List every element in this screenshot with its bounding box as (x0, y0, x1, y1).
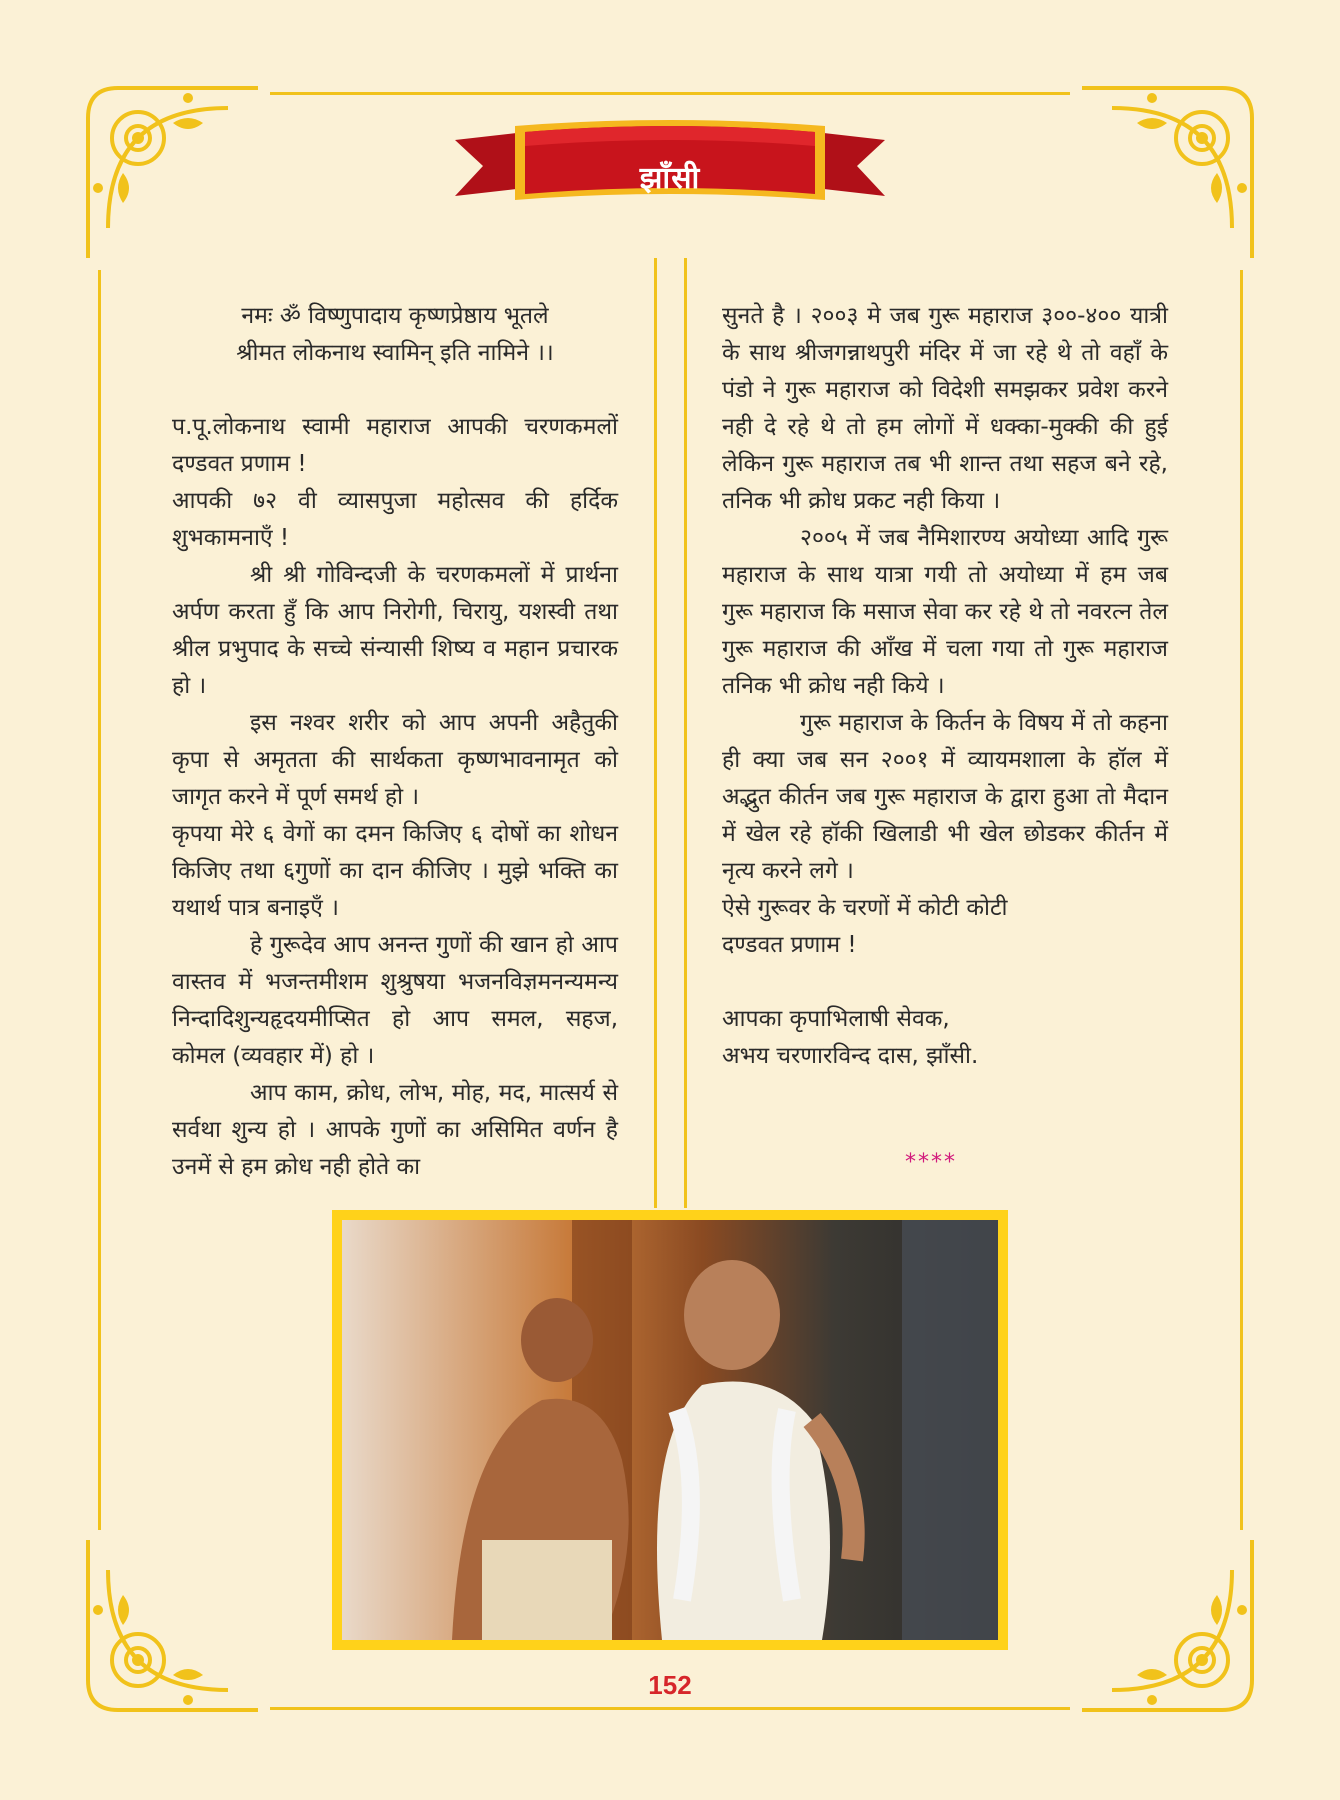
ornament-stars: **** (905, 1150, 957, 1175)
body-paragraph: इस नश्वर शरीर को आप अपनी अहैतुकी कृपा से अमृतता की सार्थकता कृष्णभावनामृत को जागृत करने में पूर्ण समर्थ हो । (172, 710, 618, 810)
devotional-photo (342, 1220, 998, 1640)
signature-line-2: अभय चरणारविन्द दास, झाँसी. (722, 1043, 979, 1069)
top-border-line (270, 92, 1070, 95)
greeting-paragraph: आपकी ७२ वी व्यासपुजा महोत्सव की हर्दिक शुभकामनाएँ ! (172, 488, 618, 551)
body-paragraph: गुरू महाराज के किर्तन के विषय में तो कहना ही क्या जब सन २००१ में व्यायमशाला के हॉल में अद्भुत कीर्तन जब गुरू महाराज के द्वारा हुआ तो मैदान में खेल रहे हॉकी खिलाडी भी खेल छोडकर कीर्तन में नृत्य करने लगे । (722, 710, 1168, 884)
title-banner (455, 118, 885, 228)
body-paragraph: २००५ में जब नैमिशारण्य अयोध्या आदि गुरू महाराज के साथ यात्रा गयी तो अयोध्या में हम जब गुरू महाराज कि मसाज सेवा कर रहे थे तो नवरत्न तेल गुरू महाराज की आँख में चला गया तो गुरू महाराज तनिक भी क्रोध नही किये । (722, 525, 1168, 699)
body-paragraph: श्री श्री गोविन्दजी के चरणकमलों में प्रार्थना अर्पण करता हुँ कि आप निरोगी, चिरायु, यशस्वी तथा श्रील प्रभुपाद के सच्चे संन्यासी शिष्य व महान प्रचारक हो । (172, 562, 618, 699)
invocation-line-2: श्रीमत लोकनाथ स्वामिन् इति नामिने ।। (236, 340, 554, 366)
signature-line-1: आपका कृपाभिलाषी सेवक, (722, 1006, 950, 1032)
invocation-line-1: नमः ॐ विष्णुपादाय कृष्णप्रेष्ठाय भूतले (241, 303, 549, 329)
body-paragraph: कृपया मेरे ६ वेगों का दमन किजिए ६ दोषों का शोधन किजिए तथा ६गुणों का दान कीजिए । मुझे भक्ति का यथार्थ पात्र बनाइएँ । (172, 821, 618, 921)
body-paragraph: सुनते है । २००३ मे जब गुरू महाराज ३००-४०० यात्री के साथ श्रीजगन्नाथपुरी मंदिर में जा रहे थे तो वहाँ के पंडो ने गुरू महाराज को विदेशी समझकर प्रवेश करने नही दे रहे थे तो हम लोगों में धक्का-मुक्की की हुई लेकिन गुरू महाराज तब भी शान्त तथा सहज बने रहे, तनिक भी क्रोध प्रकट नही किया । (722, 303, 1168, 514)
page-title: झाँसी (639, 161, 701, 196)
left-column (172, 298, 618, 1186)
corner-ornament-top-right (1072, 78, 1262, 268)
body-paragraph: आप काम, क्रोध, लोभ, मोह, मद, मात्सर्य से सर्वथा शुन्य हो । आपके गुणों का असिमित वर्णन है उनमें से हम क्रोध नही होते का (172, 1080, 618, 1180)
corner-ornament-top-left (78, 78, 268, 268)
photo-frame (332, 1210, 1008, 1650)
body-paragraph: हे गुरूदेव आप अनन्त गुणों की खान हो आप वास्तव में भजन्तमीशम शुश्रुषया भजनविज्ञमनन्यमन्य निन्दादिशुन्यहृदयमीप्सित हो आप समल, सहज, कोमल (व्यवहार में) हो । (172, 932, 618, 1069)
right-column (722, 298, 1168, 1075)
salutation-paragraph: प.पू.लोकनाथ स्वामी महाराज आपकी चरणकमलों दण्डवत प्रणाम ! (172, 414, 618, 477)
bottom-border-line (270, 1707, 1070, 1710)
left-border-line (98, 270, 101, 1530)
column-divider-left (654, 258, 657, 1208)
closing-line: दण्डवत प्रणाम ! (722, 932, 857, 958)
page-number: 152 (648, 1670, 692, 1700)
column-divider-right (684, 258, 687, 1208)
right-border-line (1240, 270, 1243, 1530)
closing-line: ऐसे गुरूवर के चरणों में कोटी कोटी (722, 895, 1008, 921)
